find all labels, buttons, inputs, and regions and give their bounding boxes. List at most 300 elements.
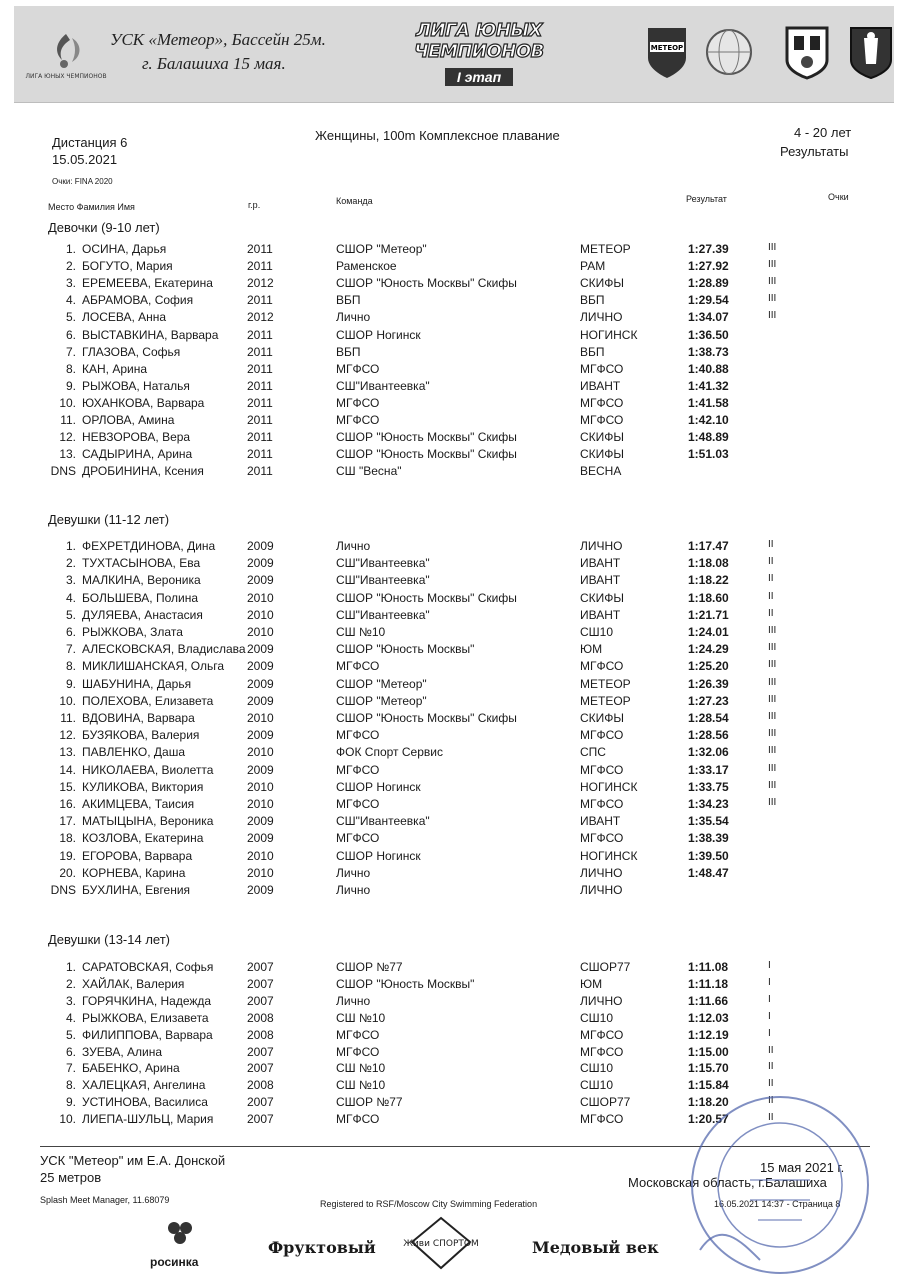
cell-place: 5. — [65, 607, 76, 622]
cell-place: 10. — [59, 395, 76, 410]
cell-name: ГОРЯЧКИНА, Надежда — [82, 993, 212, 1008]
cell-code: ИВАНТ — [580, 573, 621, 588]
cell-time: 1:48.47 — [688, 865, 729, 880]
cell-name: МАЛКИНА, Вероника — [82, 573, 201, 588]
cell-place: 3. — [65, 276, 76, 291]
cell-code: МЕТЕОР — [580, 242, 631, 256]
cell-place: 13. — [59, 745, 76, 760]
cell-rank: II — [768, 607, 774, 619]
cell-time: 1:29.54 — [688, 293, 729, 308]
result-row — [0, 464, 908, 481]
sponsor-zhivi-sportom — [403, 1214, 479, 1277]
cell-name: БОЛЬШЕВА, Полина — [82, 590, 199, 605]
cell-year: 2007 — [247, 1112, 274, 1127]
rosinka-logo-icon — [150, 1218, 210, 1248]
cell-rank: II — [768, 539, 774, 550]
cell-year: 2007 — [247, 1095, 274, 1110]
cell-code: МГФСО — [580, 413, 624, 427]
cell-time: 1:24.29 — [688, 642, 729, 657]
cell-year: 2009 — [247, 883, 274, 897]
result-row — [0, 960, 908, 977]
cell-code: СКИФЫ — [580, 711, 625, 725]
cell-place: 3. — [65, 573, 76, 588]
cell-time: 1:25.20 — [688, 659, 729, 674]
meteor-logo-text: МЕТЕОР — [650, 44, 684, 52]
cell-time: 1:26.39 — [688, 676, 729, 691]
result-row — [0, 447, 908, 464]
cell-name: ВДОВИНА, Варвара — [82, 711, 195, 725]
cell-code: МГФСО — [580, 1112, 624, 1127]
cell-place: 20. — [59, 865, 76, 880]
cell-year: 2011 — [247, 344, 273, 359]
result-row — [0, 591, 908, 608]
cell-team: Лично — [336, 865, 371, 880]
cell-year: 2010 — [247, 711, 274, 725]
cell-time: 1:48.89 — [688, 430, 729, 445]
cell-name: НИКОЛАЕВА, Виолетта — [82, 762, 214, 777]
cell-rank: III — [768, 642, 777, 654]
cell-year: 2009 — [247, 728, 274, 743]
cell-code: МГФСО — [580, 395, 624, 410]
cell-time: 1:33.75 — [688, 779, 729, 794]
cell-time: 1:34.23 — [688, 797, 729, 811]
cell-code: ЛИЧНО — [580, 865, 623, 880]
cell-time: 1:18.22 — [688, 573, 729, 588]
cell-time: 1:41.32 — [688, 378, 729, 393]
cell-place: 3. — [65, 993, 76, 1008]
cell-code: СШ10 — [580, 625, 614, 639]
cell-team: МГФСО — [336, 762, 380, 777]
cell-name: РЫЖКОВА, Елизавета — [82, 1010, 209, 1025]
cell-team: МГФСО — [336, 1112, 380, 1127]
cell-year: 2009 — [247, 762, 274, 777]
cell-year: 2011 — [247, 242, 273, 256]
cell-rank: III — [768, 797, 777, 808]
cell-year: 2009 — [247, 573, 274, 588]
cell-place: 17. — [59, 814, 76, 829]
result-row — [0, 814, 908, 831]
cell-code: МГФСО — [580, 659, 624, 674]
cell-code: ЛИЧНО — [580, 539, 623, 553]
cell-name: ПОЛЕХОВА, Елизавета — [82, 693, 214, 708]
cell-name: АБРАМОВА, София — [82, 293, 194, 308]
cell-code: СКИФЫ — [580, 447, 625, 462]
cell-team: ВБП — [336, 293, 361, 308]
result-row — [0, 659, 908, 676]
cell-time: 1:51.03 — [688, 447, 729, 462]
cell-team: Лично — [336, 539, 371, 553]
cell-year: 2007 — [247, 960, 274, 974]
cell-year: 2011 — [247, 464, 273, 479]
cell-team: СШОР №77 — [336, 960, 403, 974]
cell-place: 12. — [59, 430, 76, 445]
cell-team: СШОР "Юность Москвы" Скифы — [336, 447, 517, 462]
cell-code: РАМ — [580, 259, 606, 274]
cell-rank: III — [768, 745, 777, 757]
cell-rank: III — [768, 310, 777, 322]
cell-code: НОГИНСК — [580, 779, 638, 794]
sponsor-medovy-vek: Медовый век — [532, 1238, 659, 1257]
result-row — [0, 379, 908, 396]
cell-year: 2008 — [247, 1027, 274, 1042]
cell-place: 5. — [65, 1027, 76, 1042]
cell-team: ФОК Спорт Сервис — [336, 745, 443, 760]
cell-time: 1:28.89 — [688, 276, 729, 291]
cell-place: 11. — [60, 413, 76, 427]
cell-rank: III — [768, 659, 777, 671]
age-group-title: Девушки (13-14 лет) — [48, 932, 171, 947]
cell-team: СШ"Ивантеевка" — [336, 556, 430, 571]
cell-team: СШОР "Метеор" — [336, 242, 427, 256]
cell-code: МГФСО — [580, 1044, 624, 1059]
sponsor-rosinka-label: росинка — [150, 1255, 199, 1269]
cell-team: СШОР "Юность Москвы" — [336, 976, 475, 991]
result-row — [0, 430, 908, 447]
result-row — [0, 413, 908, 430]
cell-team: СШОР "Метеор" — [336, 676, 427, 691]
cell-name: САДЫРИНА, Арина — [82, 447, 193, 462]
result-row — [0, 276, 908, 293]
cell-time: 1:11.18 — [688, 976, 729, 991]
cell-time: 1:11.08 — [688, 960, 729, 974]
cell-name: КОЗЛОВА, Екатерина — [82, 831, 204, 846]
cell-year: 2007 — [247, 1061, 274, 1076]
footer-date: 15 мая 2021 г. — [760, 1160, 845, 1175]
cell-place: 10. — [59, 1112, 76, 1127]
result-row — [0, 711, 908, 728]
cell-name: АКИМЦЕВА, Таисия — [82, 797, 195, 811]
cell-year: 2009 — [247, 659, 274, 674]
league-title-block — [354, 20, 604, 87]
result-row — [0, 831, 908, 848]
cell-name: ДРОБИНИНА, Ксения — [82, 464, 204, 479]
cell-code: СШ10 — [580, 1061, 614, 1076]
cell-rank: III — [768, 242, 777, 253]
cell-year: 2011 — [247, 413, 273, 427]
cell-year: 2010 — [247, 865, 274, 880]
cell-code: ВБП — [580, 293, 605, 308]
cell-year: 2011 — [247, 293, 273, 308]
cell-rank: III — [768, 693, 777, 705]
region-coat-of-arms-icon — [846, 24, 896, 80]
cell-year: 2010 — [247, 625, 274, 639]
cell-rank: II — [768, 590, 774, 602]
cell-place: 2. — [65, 259, 76, 274]
zhivi-sportom-logo-icon — [403, 1214, 479, 1272]
result-row — [0, 694, 908, 711]
cell-year: 2010 — [247, 745, 274, 760]
cell-place: 12. — [59, 728, 76, 743]
cell-year: 2009 — [247, 539, 274, 553]
cell-rank: I — [768, 976, 771, 988]
sponsor-rosinka — [150, 1218, 210, 1269]
result-row — [0, 608, 908, 625]
cell-place: 6. — [65, 1044, 76, 1059]
cell-rank: I — [768, 1010, 771, 1022]
cell-rank: III — [768, 728, 777, 740]
cell-name: ВЫСТАВКИНА, Варвара — [82, 327, 219, 342]
cell-year: 2009 — [247, 642, 274, 657]
cell-name: ШАБУНИНА, Дарья — [82, 676, 192, 691]
meteor-logo-icon — [642, 24, 692, 80]
cell-place: 7. — [65, 344, 76, 359]
cell-code: ЮМ — [580, 642, 603, 657]
cell-name: ПАВЛЕНКО, Даша — [82, 745, 186, 760]
result-row — [0, 780, 908, 797]
result-row — [0, 362, 908, 379]
cell-name: ОРЛОВА, Амина — [82, 413, 175, 427]
cell-team: СШОР "Юность Москвы" Скифы — [336, 276, 517, 291]
cell-code: ЛИЧНО — [580, 310, 623, 325]
cell-team: МГФСО — [336, 361, 380, 376]
cell-name: АЛЕСКОВСКАЯ, Владислава — [82, 642, 246, 657]
cell-team: СШ"Ивантеевка" — [336, 378, 430, 393]
cell-rank: II — [768, 1095, 774, 1107]
cell-team: СШ"Ивантеевка" — [336, 573, 430, 588]
cell-place: 6. — [65, 625, 76, 639]
cell-time: 1:33.17 — [688, 762, 729, 777]
cell-time: 1:39.50 — [688, 848, 729, 863]
cell-rank: II — [768, 1044, 774, 1056]
cell-place: 8. — [65, 659, 76, 674]
cell-code: МГФСО — [580, 1027, 624, 1042]
col-result: Результат — [686, 194, 727, 204]
result-row — [0, 849, 908, 866]
col-points: Очки — [828, 192, 849, 202]
cell-place: 8. — [65, 361, 76, 376]
cell-place: 4. — [65, 590, 76, 605]
cell-code: МГФСО — [580, 762, 624, 777]
result-row — [0, 625, 908, 642]
result-row — [0, 728, 908, 745]
city-coat-of-arms-icon — [782, 24, 832, 80]
cell-name: РЫЖОВА, Наталья — [82, 378, 190, 393]
cell-code: СКИФЫ — [580, 590, 625, 605]
cell-rank: II — [768, 573, 774, 585]
cell-rank: III — [768, 293, 777, 305]
result-row — [0, 994, 908, 1011]
stage-label: I этап — [445, 68, 513, 86]
cell-code: ИВАНТ — [580, 556, 621, 571]
cell-place: DNS — [50, 464, 76, 479]
cell-code: МГФСО — [580, 728, 624, 743]
cell-place: 9. — [65, 676, 76, 691]
cell-year: 2010 — [247, 607, 274, 622]
age-group-title: Девушки (11-12 лет) — [48, 512, 170, 527]
footer-pool: 25 метров — [40, 1170, 102, 1185]
result-row — [0, 883, 908, 900]
cell-team: СШОР Ногинск — [336, 327, 421, 342]
cell-place: 7. — [65, 642, 76, 657]
header-banner — [14, 6, 894, 103]
results-label: Результаты — [780, 144, 849, 159]
cell-name: БОГУТО, Мария — [82, 259, 173, 274]
result-row — [0, 745, 908, 762]
cell-code: ИВАНТ — [580, 814, 621, 829]
cell-year: 2010 — [247, 848, 274, 863]
cell-time: 1:11.66 — [688, 993, 729, 1008]
result-row — [0, 642, 908, 659]
cell-place: 5. — [65, 310, 76, 325]
cell-name: БУХЛИНА, Евгения — [82, 883, 191, 897]
footer-registered: Registered to RSF/Moscow City Swimming Federation — [320, 1199, 538, 1209]
cell-team: СШ №10 — [336, 1061, 386, 1076]
cell-team: МГФСО — [336, 831, 380, 846]
cell-place: DNS — [50, 883, 76, 897]
col-year: г.р. — [248, 200, 261, 210]
place-line-1: УСК «Метеор», Бассейн 25м. — [110, 30, 326, 49]
result-row — [0, 677, 908, 694]
cell-code: МГФСО — [580, 797, 624, 811]
cell-place: 9. — [65, 378, 76, 393]
cell-rank: III — [768, 711, 777, 722]
cell-name: ФИЛИППОВА, Варвара — [82, 1027, 213, 1042]
cell-code: ИВАНТ — [580, 607, 621, 622]
cell-year: 2010 — [247, 797, 274, 811]
cell-team: МГФСО — [336, 659, 380, 674]
cell-time: 1:18.60 — [688, 590, 729, 605]
event-place — [110, 28, 326, 76]
cell-year: 2010 — [247, 590, 274, 605]
cell-year: 2008 — [247, 1078, 274, 1093]
footer-printed: 16.05.2021 14:37 - Страница 8 — [714, 1199, 841, 1209]
cell-time: 1:38.73 — [688, 344, 729, 359]
result-row — [0, 763, 908, 780]
event-title: Женщины, 100m Комплексное плавание — [315, 128, 560, 143]
cell-place: 19. — [59, 848, 76, 863]
cell-time: 1:27.39 — [688, 242, 729, 256]
age-group-title: Девочки (9-10 лет) — [48, 220, 160, 235]
result-row — [0, 797, 908, 814]
cell-team: МГФСО — [336, 797, 380, 811]
cell-name: КОРНЕВА, Карина — [82, 865, 186, 880]
cell-team: СШОР "Метеор" — [336, 693, 427, 708]
footer-region: Московская область, г.Балашиха — [628, 1175, 827, 1190]
result-row — [0, 539, 908, 556]
result-row — [0, 310, 908, 327]
event-date: 15.05.2021 — [52, 152, 118, 167]
points-system: Очки: FINA 2020 — [52, 177, 113, 186]
cell-time: 1:12.03 — [688, 1010, 729, 1025]
result-row — [0, 977, 908, 994]
footer-venue: УСК "Метеор" им Е.А. Донской — [40, 1153, 226, 1168]
cell-team: СШ №10 — [336, 625, 386, 639]
cell-time: 1:12.19 — [688, 1027, 729, 1042]
cell-code: ЛИЧНО — [580, 993, 623, 1008]
cell-time: 1:40.88 — [688, 361, 729, 376]
cell-name: КАН, Арина — [82, 361, 148, 376]
cell-name: ЕРЕМЕЕВА, Екатерина — [82, 276, 213, 291]
cell-name: САРАТОВСКАЯ, Софья — [82, 960, 214, 974]
cell-place: 13. — [59, 447, 76, 462]
cell-name: ФЕХРЕТДИНОВА, Дина — [82, 539, 216, 553]
cell-code: НОГИНСК — [580, 327, 638, 342]
cell-rank: III — [768, 259, 777, 271]
cell-code: МЕТЕОР — [580, 693, 631, 708]
cell-year: 2012 — [247, 276, 274, 291]
cell-year: 2011 — [247, 395, 273, 410]
cell-team: МГФСО — [336, 413, 380, 427]
cell-time: 1:18.20 — [688, 1095, 729, 1110]
cell-code: МГФСО — [580, 831, 624, 846]
cell-place: 1. — [65, 960, 76, 974]
cell-rank: II — [768, 1061, 774, 1073]
cell-place: 8. — [65, 1078, 76, 1093]
cell-team: СШОР №77 — [336, 1095, 403, 1110]
cell-team: СШ №10 — [336, 1078, 386, 1093]
cell-name: ГЛАЗОВА, Софья — [82, 344, 181, 359]
cell-name: ЮХАНКОВА, Варвара — [82, 395, 205, 410]
cell-team: Лично — [336, 993, 371, 1008]
cell-team: СШ №10 — [336, 1010, 386, 1025]
cell-time: 1:36.50 — [688, 327, 729, 342]
cell-name: ЛИЕПА-ШУЛЬЦ, Мария — [82, 1112, 214, 1127]
cell-rank: III — [768, 276, 777, 288]
cell-name: ОСИНА, Дарья — [82, 242, 167, 256]
cell-year: 2009 — [247, 814, 274, 829]
league-logo-icon — [25, 28, 107, 88]
cell-rank: I — [768, 993, 771, 1005]
cell-code: ЮМ — [580, 976, 603, 991]
cell-name: МИКЛИШАНСКАЯ, Ольга — [82, 659, 225, 674]
cell-time: 1:18.08 — [688, 556, 729, 571]
cell-time: 1:15.00 — [688, 1044, 729, 1059]
cell-team: СШ "Весна" — [336, 464, 402, 479]
cell-name: ЕГОРОВА, Варвара — [82, 848, 193, 863]
cell-team: МГФСО — [336, 1044, 380, 1059]
cell-code: ВЕСНА — [580, 464, 622, 479]
cell-code: ВБП — [580, 344, 605, 359]
cell-place: 4. — [65, 293, 76, 308]
league-title: ЛИГА ЮНЫХ ЧЕМПИОНОВ — [414, 20, 544, 62]
cell-time: 1:32.06 — [688, 745, 729, 760]
cell-team: МГФСО — [336, 728, 380, 743]
result-row — [0, 556, 908, 573]
cell-year: 2011 — [247, 361, 273, 376]
sponsor-fruktovy: Фруктовый — [268, 1238, 376, 1257]
cell-year: 2011 — [247, 327, 273, 342]
cell-name: ДУЛЯЕВА, Анастасия — [82, 607, 203, 622]
cell-rank: III — [768, 762, 777, 774]
globe-emblem-icon — [704, 24, 754, 80]
cell-code: НОГИНСК — [580, 848, 638, 863]
cell-team: СШ"Ивантеевка" — [336, 814, 430, 829]
result-row — [0, 1028, 908, 1045]
cell-place: 1. — [65, 539, 76, 553]
cell-place: 7. — [65, 1061, 76, 1076]
cell-team: МГФСО — [336, 1027, 380, 1042]
cell-rank: III — [768, 676, 777, 688]
result-row — [0, 396, 908, 413]
cell-code: СШОР77 — [580, 960, 631, 974]
cell-rank: II — [768, 1112, 774, 1124]
cell-place: 14. — [59, 762, 76, 777]
cell-code: СШ10 — [580, 1078, 614, 1093]
cell-team: СШОР "Юность Москвы" Скифы — [336, 590, 517, 605]
cell-team: Раменское — [336, 259, 397, 274]
cell-rank: I — [768, 960, 771, 971]
cell-team: СШОР "Юность Москвы" — [336, 642, 475, 657]
cell-name: ТУХТАСЫНОВА, Ева — [82, 556, 201, 571]
cell-year: 2009 — [247, 676, 274, 691]
cell-time: 1:17.47 — [688, 539, 729, 553]
cell-place: 9. — [65, 1095, 76, 1110]
cell-team: СШОР Ногинск — [336, 779, 421, 794]
result-row — [0, 293, 908, 310]
cell-place: 10. — [59, 693, 76, 708]
cell-place: 18. — [59, 831, 76, 846]
result-row — [0, 328, 908, 345]
